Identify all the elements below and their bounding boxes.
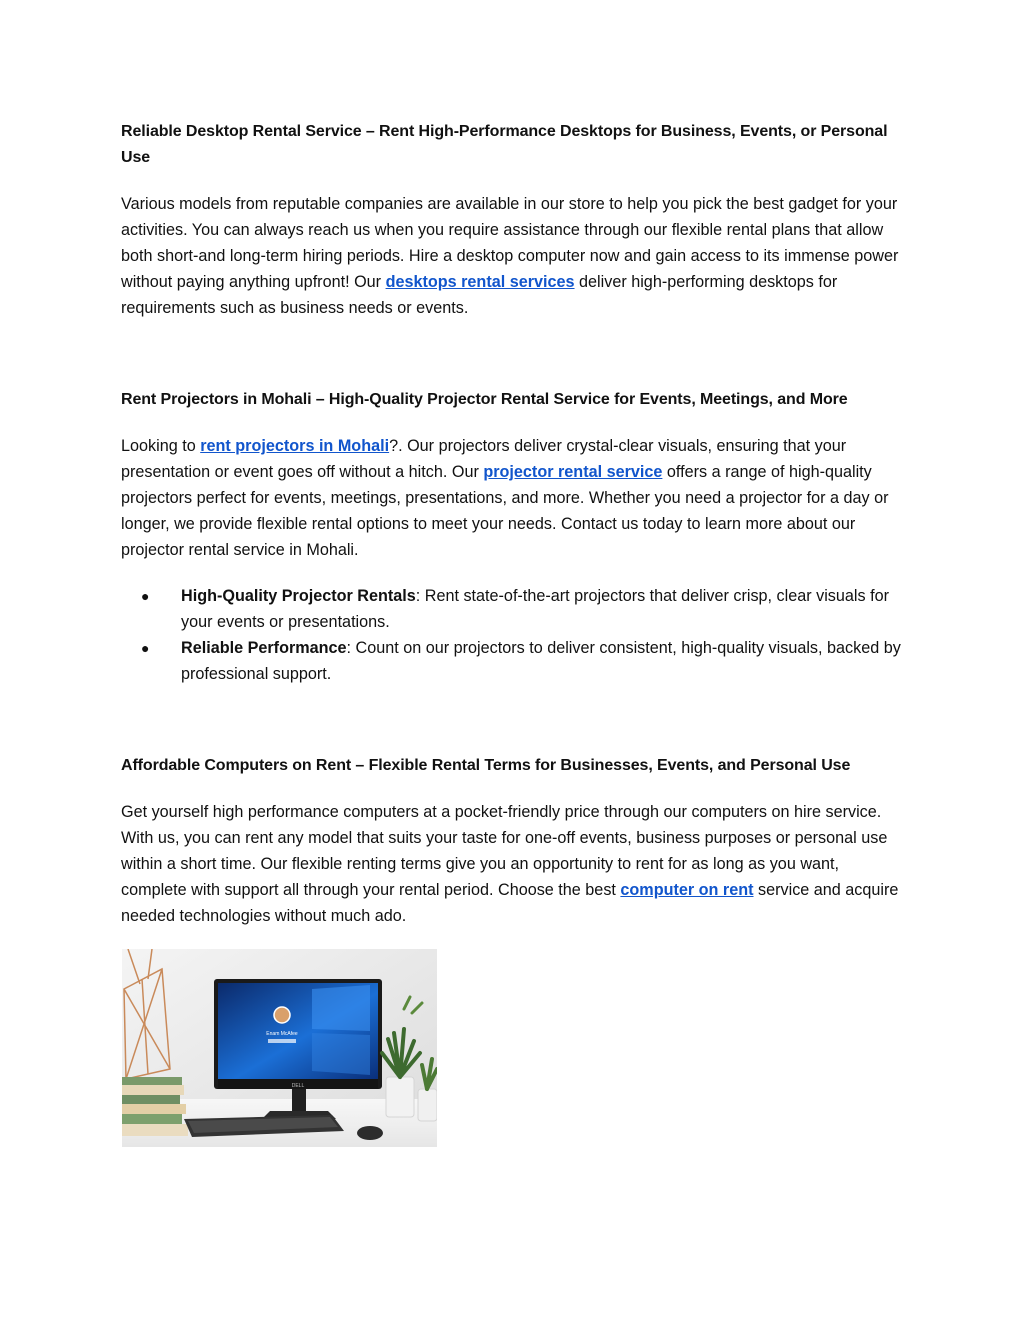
section-heading-desktop-rental: Reliable Desktop Rental Service – Rent High-Performance Desktops for Business, Events, or Personal Use	[121, 123, 888, 166]
paragraph-text: deliver high-performing desktops for requirements such as business needs or events.	[121, 273, 838, 317]
bullet-text: : Count on our projectors to deliver consistent, high-quality visuals, backed by professional support.	[181, 639, 901, 683]
bullet-icon: ●	[141, 588, 150, 604]
paragraph-text: ?. Our projectors deliver crystal-clear visuals, ensuring that your presentation or event goes off without a hitch. Our	[121, 437, 847, 481]
paragraph-text: service and acquire needed technologies without much ado.	[121, 881, 899, 925]
feature-bullet-list	[121, 583, 906, 687]
paragraph-computers-on-rent	[121, 799, 906, 929]
paragraph-desktop-rental	[121, 191, 906, 321]
paragraph-projector-rental	[121, 433, 906, 563]
list-item	[121, 583, 906, 635]
screen-user-name: Enam McAfee	[266, 1031, 298, 1037]
mouse	[357, 1126, 383, 1140]
paragraph-text: Get yourself high performance computers at a pocket-friendly price through our computers on hire service. With us, you can rent any model that suits your taste for one-off events, business purposes or personal use within a short time. Our flexible renting terms give you an opportunity to rent for as long as you want, complete with support all through your rental period. Choose the best	[121, 803, 888, 899]
paragraph-text: offers a range of high-quality projectors perfect for events, meetings, presentations, and more. Whether you need a projector for a day or longer, we provide flexible rental options to meet your needs. Contact us today to learn more about our projector rental service in Mohali.	[121, 463, 889, 559]
book-stack	[122, 1077, 188, 1136]
paragraph-text: Looking to	[121, 437, 201, 455]
bullet-icon: ●	[141, 640, 150, 656]
desktop-computer-illustration	[122, 949, 437, 1147]
link-projector-rental-service[interactable]: projector rental service	[483, 463, 663, 481]
paragraph-text: Various models from reputable companies are available in our store to help you pick the best gadget for your activities. You can always reach us when you require assistance through our flexible rental plans that allow both short-and long-term hiring periods. Hire a desktop computer now and gain access to its immense power without paying anything upfront! Our	[121, 195, 899, 291]
link-desktops-rental-services[interactable]: desktops rental services	[385, 273, 575, 291]
bullet-title: Reliable Performance	[181, 639, 347, 657]
bullet-text: : Rent state-of-the-art projectors that deliver crisp, clear visuals for your events or presentations.	[181, 587, 889, 631]
list-item	[121, 635, 906, 687]
link-rent-projectors-mohali[interactable]: rent projectors in Mohali	[200, 437, 390, 455]
bullet-title: High-Quality Projector Rentals	[181, 587, 416, 605]
desktop-computer-photo	[122, 949, 437, 1147]
dell-logo: DELL	[291, 1083, 305, 1089]
section-heading-projector-rental: Rent Projectors in Mohali – High-Quality Projector Rental Service for Events, Meetings, and More	[121, 391, 848, 408]
link-computer-on-rent[interactable]: computer on rent	[620, 881, 754, 899]
section-heading-computers-on-rent: Affordable Computers on Rent – Flexible Rental Terms for Businesses, Events, and Personal Use	[121, 757, 851, 774]
document-body	[121, 119, 906, 929]
